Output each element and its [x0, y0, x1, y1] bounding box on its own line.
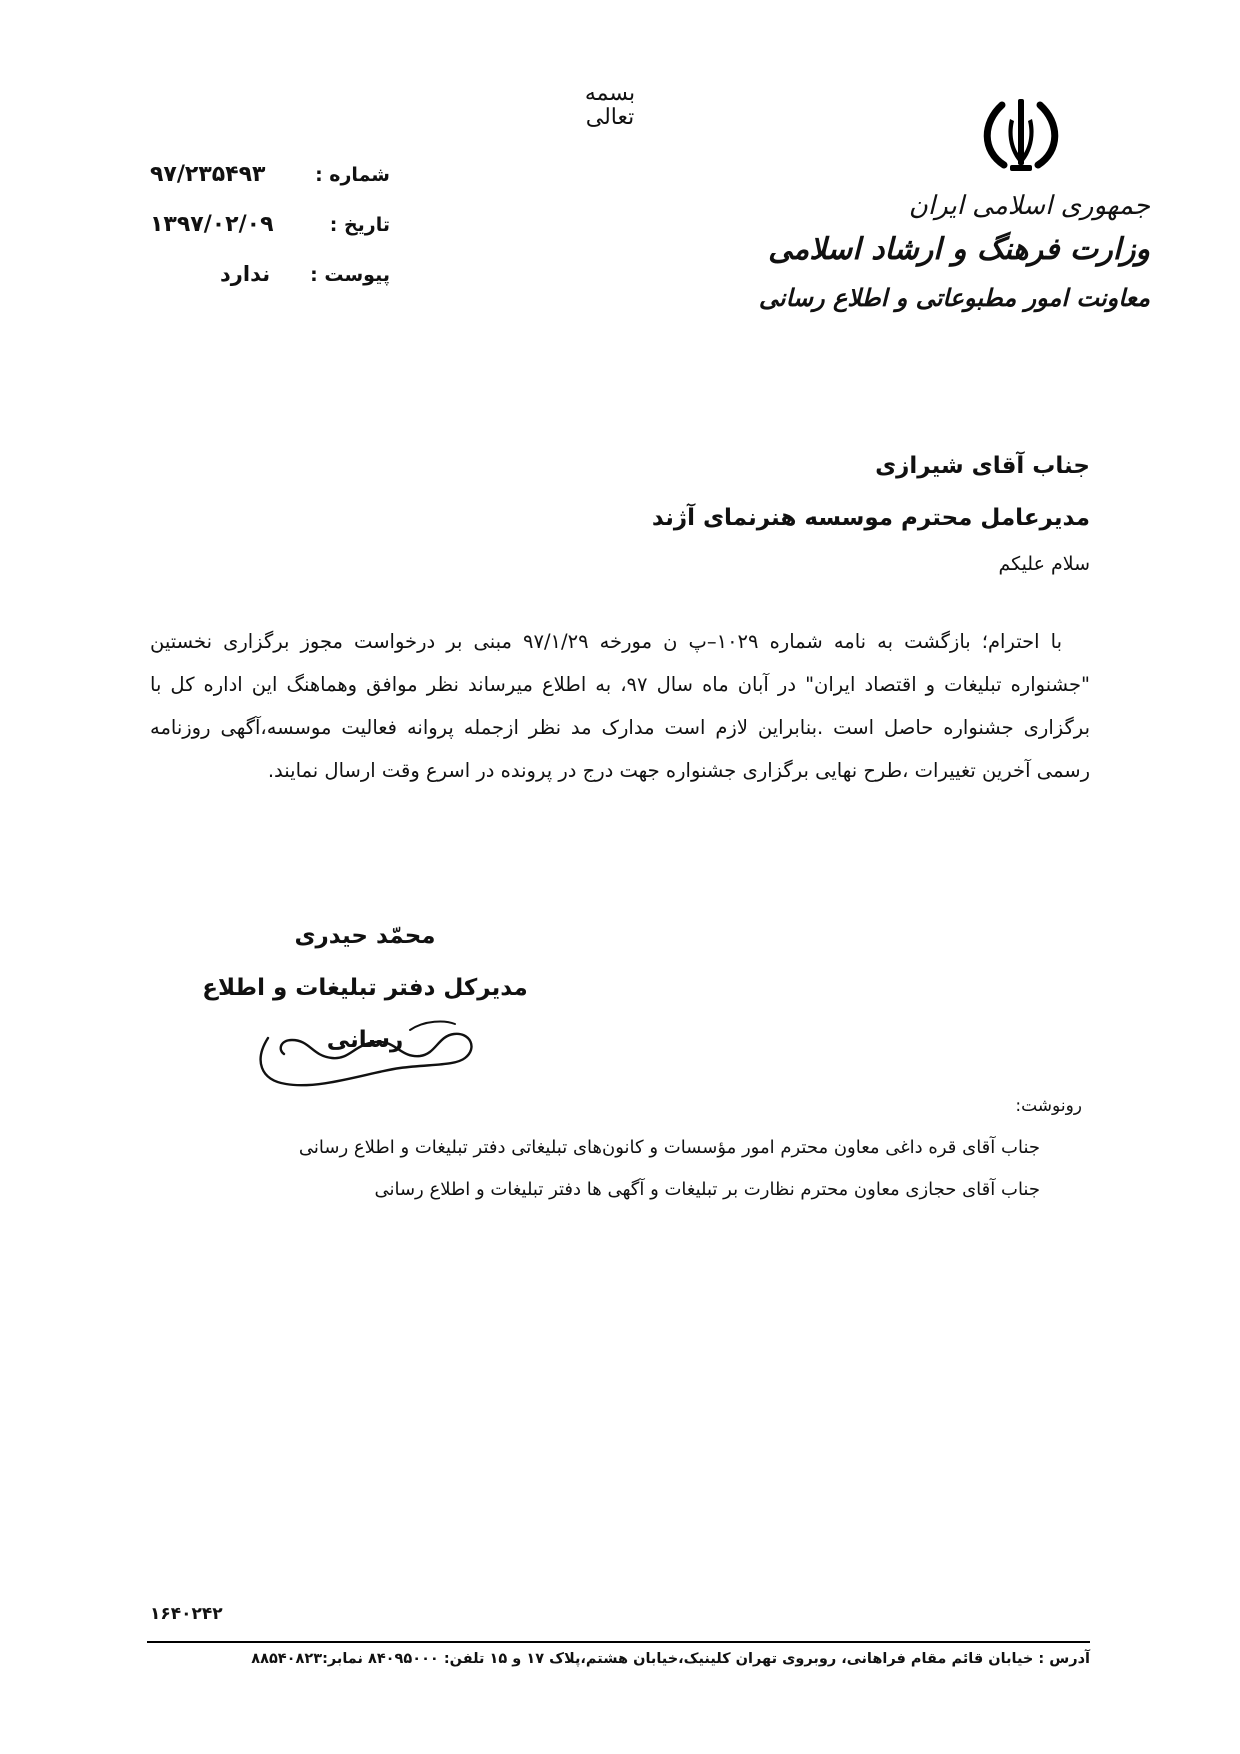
attachment-label: پیوست :: [310, 264, 390, 286]
recipient-name: جناب آقای شیرازی: [875, 453, 1090, 479]
ministry-header: [758, 186, 1150, 322]
document-number: ۱۶۴۰۲۴۲: [150, 1604, 223, 1624]
letter-body: با احترام؛ بازگشت به نامه شماره ۱۰۲۹–پ ن مورخه ۹۷/۱/۲۹ مبنی بر درخواست مجوز برگزاری نخستین "جشنواره تبلیغات و اقتصاد ایران" در آبان ماه سال ۹۷، به اطلاع میرساند نظر موافق وهماهنگ این اداره کل با برگزاری جشنواره حاصل است .بنابراین لازم است مدارک مد نظر ازجمله پروانه فعالیت موسسه،آگهی روزنامه رسمی آخرین تغییرات ،طرح نهایی برگزاری جشنواره جهت درج در پرونده در اسرع وقت ارسال نمایند.: [150, 630, 1090, 782]
date-value: ۱۳۹۷/۰۲/۰۹: [150, 212, 274, 237]
recipient-title: مدیرعامل محترم موسسه هنرنمای آژند: [651, 505, 1090, 531]
footer-address: آدرس : خیابان قائم مقام فراهانی، روبروی تهران کلینیک،خیابان هشتم،پلاک ۱۷ و ۱۵ تلفن: ۸۴۰۹۵۰۰۰ نمابر:۸۸۵۴۰۸۲۳: [251, 1651, 1090, 1667]
date-label: تاریخ :: [329, 214, 390, 236]
deputy-name: معاونت امور مطبوعاتی و اطلاع رسانی: [758, 283, 1150, 312]
cc-line: جناب آقای حجازی معاون محترم نظارت بر تبلیغات و آگهی ها دفتر تبلیغات و اطلاع رسانی: [374, 1179, 1040, 1200]
signatory-name: محمّد حیدری: [294, 923, 436, 949]
number-row: [150, 164, 390, 214]
ministry-name: وزارت فرهنگ و ارشاد اسلامی: [768, 232, 1150, 267]
number-value: ۹۷/۲۳۵۴۹۳: [150, 162, 266, 187]
greeting: سلام علیکم: [998, 553, 1090, 575]
signature-icon: [250, 1010, 490, 1100]
number-label: شماره :: [315, 164, 390, 186]
letter-meta: [150, 164, 390, 314]
cc-list: [240, 1127, 1040, 1211]
footer-divider: [147, 1641, 1090, 1643]
country-name: جمهوری اسلامی ایران: [908, 191, 1150, 221]
signatory-title: مدیرکل دفتر تبلیغات و اطلاع رسانی: [202, 975, 528, 1053]
cc-title: رونوشت:: [1015, 1096, 1082, 1116]
recipient: [390, 440, 1090, 544]
iran-emblem-icon: [980, 95, 1062, 177]
basmala: بسمه تعالی: [584, 81, 636, 130]
cc-line: جناب آقای قره داغی معاون محترم امور مؤسسات و کانون‌های تبلیغاتی دفتر تبلیغات و اطلاع رسانی: [298, 1137, 1040, 1158]
attachment-row: [150, 264, 390, 314]
attachment-value: ندارد: [220, 262, 271, 286]
date-row: [150, 214, 390, 264]
